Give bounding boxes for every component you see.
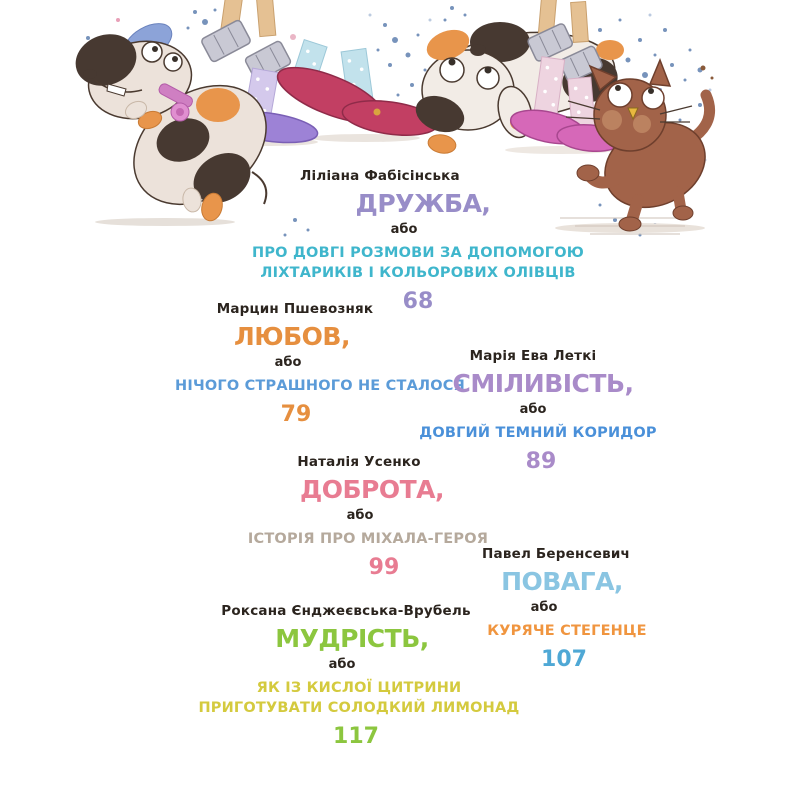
toc-entry-title: ЛЮБОВ,	[234, 321, 350, 351]
toc-entry-author: Роксана Єнджеєвська-Врубель	[221, 603, 471, 619]
toc-entry-page-number: 79	[280, 401, 312, 427]
toc-entry-title: ДОБРОТА,	[299, 474, 445, 504]
toc-entry-title: ДРУЖБА,	[355, 188, 491, 218]
toc-entry-title: СМІЛИВІСТЬ,	[452, 368, 634, 398]
toc-entry-connector: або	[390, 221, 418, 237]
dog-orange-spot	[196, 88, 240, 122]
toc-entry-connector: або	[519, 401, 547, 417]
toc-entry-page-number: 107	[541, 646, 587, 672]
toc-entry-page-number: 117	[333, 723, 379, 749]
toc-entry-subtitle	[252, 243, 584, 283]
toc-entry-page-number: 99	[368, 554, 400, 580]
dog-nose	[83, 69, 97, 79]
toc-entry	[195, 603, 520, 749]
subtitle-line: ПРИГОТУВАТИ СОЛОДКИЙ ЛИМОНАД	[198, 699, 520, 716]
subtitle-line: ПРО ДОВГІ РОЗМОВИ ЗА ДОПОМОГОЮ	[252, 244, 584, 261]
toc-entry-title: МУДРІСТЬ,	[275, 623, 429, 653]
dog-nose	[470, 44, 486, 56]
toc-entry-page-number: 68	[402, 288, 434, 314]
toc-entry-author: Павел Беренсевич	[482, 546, 630, 562]
toc-entry	[419, 350, 657, 473]
dog-paw	[427, 133, 458, 156]
toc-entry-author: Марцин Пшевозняк	[216, 301, 374, 317]
toc-entry-subtitle	[419, 423, 657, 443]
shoe-button	[374, 109, 381, 116]
toc-entry-connector: або	[530, 599, 558, 615]
subtitle-line: ЛІХТАРИКІВ І КОЛЬОРОВИХ ОЛІВЦІВ	[260, 264, 576, 281]
toc-entry-author: Марія Ева Леткі	[469, 348, 597, 364]
subtitle-line: КУРЯЧЕ СТЕГЕНЦЕ	[487, 622, 647, 639]
toc-entry-connector: або	[346, 507, 374, 523]
subtitle-line: ІСТОРІЯ ПРО МІХАЛА-ГЕРОЯ	[247, 530, 489, 547]
toc-entry-page-number: 89	[525, 448, 557, 474]
toc-entry-subtitle	[198, 678, 519, 718]
toc-entry	[252, 170, 584, 313]
subtitle-line: ЯК ІЗ КИСЛОЇ ЦИТРИНИ	[256, 679, 462, 696]
toc-entry-connector: або	[328, 656, 356, 672]
subtitle-line: ДОВГИЙ ТЕМНИЙ КОРИДОР	[419, 424, 657, 441]
cat-ear	[650, 60, 670, 86]
toc-entry-author: Ліліана Фабісінська	[300, 168, 460, 184]
dog-eye	[142, 42, 162, 62]
subtitle-line: НІЧОГО СТРАШНОГО НЕ СТАЛОСЯ	[175, 377, 465, 394]
toc-entry-subtitle	[248, 529, 488, 549]
toc-entry-connector: або	[274, 354, 302, 370]
toc-entry-author: Наталія Усенко	[297, 454, 421, 470]
toc-entry	[248, 456, 488, 579]
dog-eye	[164, 53, 182, 71]
toc-entry-title: ПОВАГА,	[501, 566, 623, 596]
